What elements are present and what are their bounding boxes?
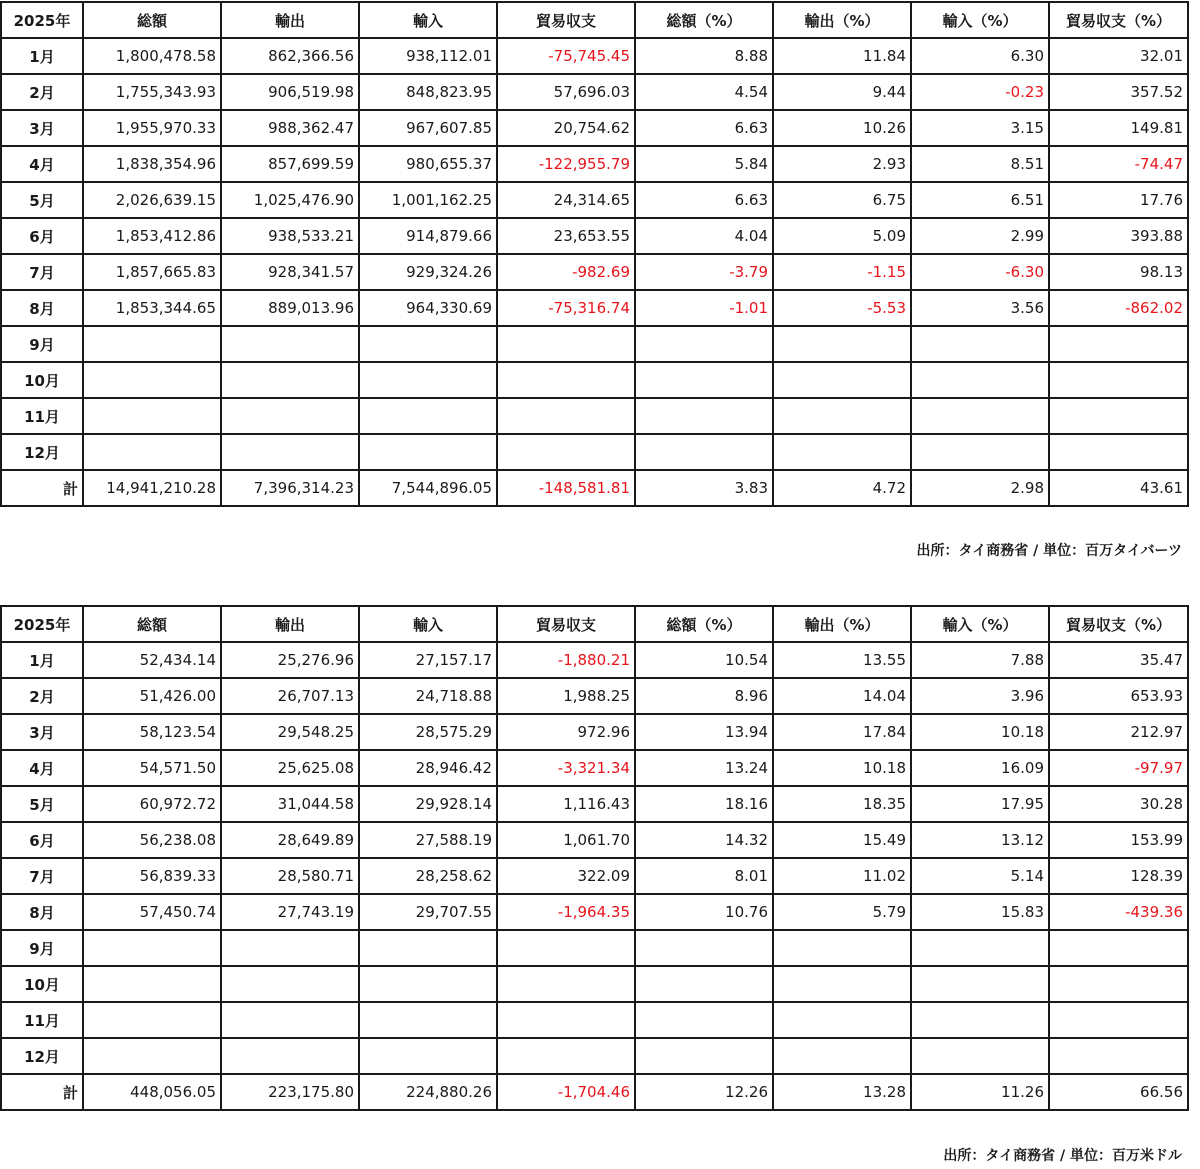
value-cell (359, 1038, 497, 1074)
value-cell (83, 930, 221, 966)
value-cell: 32.01 (1049, 38, 1188, 74)
value-cell (497, 362, 635, 398)
value-cell (773, 398, 911, 434)
value-cell: -6.30 (911, 254, 1049, 290)
value-cell: 11.26 (911, 1074, 1049, 1110)
table-row (1, 858, 1188, 894)
value-cell (83, 362, 221, 398)
value-cell: 60,972.72 (83, 786, 221, 822)
table-row (1, 254, 1188, 290)
value-cell: -75,316.74 (497, 290, 635, 326)
value-cell (359, 930, 497, 966)
value-cell: 153.99 (1049, 822, 1188, 858)
value-cell (635, 966, 773, 1002)
value-cell: 5.79 (773, 894, 911, 930)
value-cell: 56,839.33 (83, 858, 221, 894)
value-cell (911, 930, 1049, 966)
value-cell (83, 398, 221, 434)
column-header: 輸入（%） (911, 606, 1049, 642)
value-cell: -74.47 (1049, 146, 1188, 182)
value-cell: 988,362.47 (221, 110, 359, 146)
value-cell (221, 398, 359, 434)
value-cell: -439.36 (1049, 894, 1188, 930)
column-header: 2025年 (1, 606, 83, 642)
value-cell: -1.01 (635, 290, 773, 326)
month-label: 4月 (1, 146, 83, 182)
value-cell: 13.55 (773, 642, 911, 678)
value-cell: 6.30 (911, 38, 1049, 74)
value-cell: 4.72 (773, 470, 911, 506)
month-label: 12月 (1, 1038, 83, 1074)
value-cell: 28,580.71 (221, 858, 359, 894)
value-cell: -75,745.45 (497, 38, 635, 74)
value-cell: 6.75 (773, 182, 911, 218)
month-label: 10月 (1, 966, 83, 1002)
value-cell: 4.54 (635, 74, 773, 110)
column-header: 総額（%） (635, 606, 773, 642)
value-cell: 224,880.26 (359, 1074, 497, 1110)
value-cell: 906,519.98 (221, 74, 359, 110)
value-cell: 5.84 (635, 146, 773, 182)
value-cell: 967,607.85 (359, 110, 497, 146)
table-row (1, 110, 1188, 146)
column-header: 輸出（%） (773, 606, 911, 642)
value-cell (773, 930, 911, 966)
value-cell: 43.61 (1049, 470, 1188, 506)
value-cell: 857,699.59 (221, 146, 359, 182)
value-cell (359, 966, 497, 1002)
table-row (1, 290, 1188, 326)
month-label: 5月 (1, 182, 83, 218)
value-cell: 18.16 (635, 786, 773, 822)
value-cell: 52,434.14 (83, 642, 221, 678)
value-cell: 862,366.56 (221, 38, 359, 74)
value-cell (911, 966, 1049, 1002)
column-header: 総額 (83, 606, 221, 642)
total-label: 計 (1, 470, 83, 506)
value-cell (911, 326, 1049, 362)
column-header: 輸入 (359, 2, 497, 38)
month-label: 11月 (1, 398, 83, 434)
value-cell: 13.24 (635, 750, 773, 786)
month-label: 9月 (1, 930, 83, 966)
value-cell: 27,743.19 (221, 894, 359, 930)
value-cell: 7,544,896.05 (359, 470, 497, 506)
value-cell: -0.23 (911, 74, 1049, 110)
value-cell (83, 326, 221, 362)
value-cell (1049, 1002, 1188, 1038)
value-cell (359, 398, 497, 434)
column-header: 輸入（%） (911, 2, 1049, 38)
value-cell: 8.88 (635, 38, 773, 74)
value-cell: 28,946.42 (359, 750, 497, 786)
value-cell: 1,988.25 (497, 678, 635, 714)
value-cell: 25,276.96 (221, 642, 359, 678)
column-header: 輸出 (221, 2, 359, 38)
value-cell (1049, 434, 1188, 470)
value-cell (635, 930, 773, 966)
value-cell: 938,112.01 (359, 38, 497, 74)
value-cell: 1,853,344.65 (83, 290, 221, 326)
value-cell: 13.94 (635, 714, 773, 750)
value-cell (221, 326, 359, 362)
table-row (1, 714, 1188, 750)
table-row (1, 1038, 1188, 1074)
value-cell: 10.18 (911, 714, 1049, 750)
value-cell: 128.39 (1049, 858, 1188, 894)
value-cell: 25,625.08 (221, 750, 359, 786)
column-header: 貿易収支 (497, 606, 635, 642)
value-cell: 29,928.14 (359, 786, 497, 822)
source-note: 出所：タイ商務省 / 単位：百万タイバーツ (916, 543, 1182, 559)
value-cell (635, 362, 773, 398)
value-cell (497, 930, 635, 966)
value-cell: 972.96 (497, 714, 635, 750)
value-cell (497, 398, 635, 434)
value-cell (911, 434, 1049, 470)
value-cell: 964,330.69 (359, 290, 497, 326)
month-label: 10月 (1, 362, 83, 398)
value-cell (359, 434, 497, 470)
value-cell: -1.15 (773, 254, 911, 290)
value-cell (911, 398, 1049, 434)
table-row (1, 398, 1188, 434)
value-cell: -3,321.34 (497, 750, 635, 786)
table-row (1, 930, 1188, 966)
header-row (1, 606, 1188, 642)
value-cell: 1,025,476.90 (221, 182, 359, 218)
total-label: 計 (1, 1074, 83, 1110)
value-cell: 2,026,639.15 (83, 182, 221, 218)
value-cell: 28,258.62 (359, 858, 497, 894)
value-cell: 1,755,343.93 (83, 74, 221, 110)
value-cell: 2.99 (911, 218, 1049, 254)
value-cell: 14.32 (635, 822, 773, 858)
month-label: 3月 (1, 110, 83, 146)
month-label: 9月 (1, 326, 83, 362)
value-cell (497, 434, 635, 470)
value-cell: 27,588.19 (359, 822, 497, 858)
month-label: 2月 (1, 678, 83, 714)
value-cell: 1,838,354.96 (83, 146, 221, 182)
value-cell (83, 1038, 221, 1074)
value-cell: 1,116.43 (497, 786, 635, 822)
table-row (1, 182, 1188, 218)
value-cell: 15.49 (773, 822, 911, 858)
table-row (1, 146, 1188, 182)
value-cell: 8.01 (635, 858, 773, 894)
column-header: 貿易収支 (497, 2, 635, 38)
value-cell (911, 1002, 1049, 1038)
source-note: 出所：タイ商務省 / 単位：百万米ドル (943, 1148, 1182, 1164)
value-cell: 29,707.55 (359, 894, 497, 930)
value-cell (221, 1038, 359, 1074)
value-cell: -982.69 (497, 254, 635, 290)
value-cell (83, 1002, 221, 1038)
value-cell: 66.56 (1049, 1074, 1188, 1110)
value-cell: 3.96 (911, 678, 1049, 714)
value-cell (221, 1002, 359, 1038)
month-label: 11月 (1, 1002, 83, 1038)
value-cell (635, 398, 773, 434)
value-cell: 938,533.21 (221, 218, 359, 254)
month-label: 8月 (1, 894, 83, 930)
trade-table-usd (0, 605, 1189, 1111)
value-cell: 5.09 (773, 218, 911, 254)
value-cell (635, 1038, 773, 1074)
value-cell: 1,001,162.25 (359, 182, 497, 218)
value-cell: 13.12 (911, 822, 1049, 858)
value-cell (83, 434, 221, 470)
value-cell: 223,175.80 (221, 1074, 359, 1110)
value-cell: 1,955,970.33 (83, 110, 221, 146)
value-cell (635, 1002, 773, 1038)
value-cell: 26,707.13 (221, 678, 359, 714)
column-header: 輸出 (221, 606, 359, 642)
value-cell (773, 1038, 911, 1074)
value-cell: 212.97 (1049, 714, 1188, 750)
value-cell: 8.96 (635, 678, 773, 714)
value-cell: 29,548.25 (221, 714, 359, 750)
value-cell: 928,341.57 (221, 254, 359, 290)
value-cell (1049, 398, 1188, 434)
value-cell: 3.15 (911, 110, 1049, 146)
value-cell (497, 1002, 635, 1038)
value-cell: 929,324.26 (359, 254, 497, 290)
value-cell: -1,964.35 (497, 894, 635, 930)
column-header: 総額 (83, 2, 221, 38)
value-cell: 889,013.96 (221, 290, 359, 326)
value-cell: 2.93 (773, 146, 911, 182)
header-row (1, 2, 1188, 38)
value-cell (83, 966, 221, 1002)
value-cell (911, 1038, 1049, 1074)
table-row (1, 966, 1188, 1002)
value-cell: 1,800,478.58 (83, 38, 221, 74)
value-cell: 98.13 (1049, 254, 1188, 290)
value-cell: 24,718.88 (359, 678, 497, 714)
value-cell (1049, 1038, 1188, 1074)
value-cell: -1,704.46 (497, 1074, 635, 1110)
value-cell: 8.51 (911, 146, 1049, 182)
month-label: 6月 (1, 822, 83, 858)
value-cell: 11.02 (773, 858, 911, 894)
value-cell (1049, 326, 1188, 362)
value-cell: 28,575.29 (359, 714, 497, 750)
value-cell: 848,823.95 (359, 74, 497, 110)
value-cell (1049, 930, 1188, 966)
value-cell: 17.95 (911, 786, 1049, 822)
value-cell: 357.52 (1049, 74, 1188, 110)
column-header: 貿易収支（%） (1049, 606, 1188, 642)
table-row (1, 326, 1188, 362)
value-cell: 6.51 (911, 182, 1049, 218)
total-row (1, 470, 1188, 506)
value-cell: 448,056.05 (83, 1074, 221, 1110)
month-label: 1月 (1, 642, 83, 678)
table-row (1, 74, 1188, 110)
total-row (1, 1074, 1188, 1110)
value-cell: 10.76 (635, 894, 773, 930)
value-cell: 322.09 (497, 858, 635, 894)
value-cell: 393.88 (1049, 218, 1188, 254)
value-cell: 3.56 (911, 290, 1049, 326)
value-cell: 17.84 (773, 714, 911, 750)
value-cell: 27,157.17 (359, 642, 497, 678)
value-cell: 7,396,314.23 (221, 470, 359, 506)
value-cell (911, 362, 1049, 398)
value-cell (773, 362, 911, 398)
value-cell: 16.09 (911, 750, 1049, 786)
value-cell (221, 966, 359, 1002)
value-cell: 54,571.50 (83, 750, 221, 786)
table-row (1, 434, 1188, 470)
value-cell: 30.28 (1049, 786, 1188, 822)
value-cell (221, 434, 359, 470)
value-cell (773, 966, 911, 1002)
value-cell (497, 966, 635, 1002)
value-cell: 14,941,210.28 (83, 470, 221, 506)
value-cell: -3.79 (635, 254, 773, 290)
value-cell: 18.35 (773, 786, 911, 822)
value-cell: 10.54 (635, 642, 773, 678)
value-cell: 20,754.62 (497, 110, 635, 146)
value-cell (497, 326, 635, 362)
value-cell: 15.83 (911, 894, 1049, 930)
table-row (1, 218, 1188, 254)
value-cell: 11.84 (773, 38, 911, 74)
month-label: 12月 (1, 434, 83, 470)
value-cell: 149.81 (1049, 110, 1188, 146)
value-cell (635, 434, 773, 470)
value-cell: 10.26 (773, 110, 911, 146)
table-row (1, 894, 1188, 930)
value-cell: 1,853,412.86 (83, 218, 221, 254)
value-cell: 3.83 (635, 470, 773, 506)
column-header: 総額（%） (635, 2, 773, 38)
value-cell (773, 1002, 911, 1038)
month-label: 8月 (1, 290, 83, 326)
value-cell: 58,123.54 (83, 714, 221, 750)
value-cell: -97.97 (1049, 750, 1188, 786)
column-header: 2025年 (1, 2, 83, 38)
value-cell (221, 930, 359, 966)
value-cell: -862.02 (1049, 290, 1188, 326)
value-cell: 10.18 (773, 750, 911, 786)
value-cell: 57,696.03 (497, 74, 635, 110)
table-row (1, 642, 1188, 678)
month-label: 5月 (1, 786, 83, 822)
value-cell (1049, 362, 1188, 398)
column-header: 輸入 (359, 606, 497, 642)
trade-table-thb (0, 1, 1189, 507)
value-cell: 51,426.00 (83, 678, 221, 714)
value-cell (497, 1038, 635, 1074)
month-label: 7月 (1, 254, 83, 290)
value-cell: 980,655.37 (359, 146, 497, 182)
month-label: 2月 (1, 74, 83, 110)
value-cell: 5.14 (911, 858, 1049, 894)
column-header: 輸出（%） (773, 2, 911, 38)
month-label: 4月 (1, 750, 83, 786)
table-row (1, 1002, 1188, 1038)
value-cell: 1,061.70 (497, 822, 635, 858)
value-cell: 6.63 (635, 110, 773, 146)
table-row (1, 750, 1188, 786)
value-cell (1049, 966, 1188, 1002)
value-cell: 35.47 (1049, 642, 1188, 678)
table-row (1, 822, 1188, 858)
value-cell: 9.44 (773, 74, 911, 110)
value-cell: 14.04 (773, 678, 911, 714)
value-cell: 28,649.89 (221, 822, 359, 858)
value-cell: -148,581.81 (497, 470, 635, 506)
value-cell (359, 362, 497, 398)
value-cell (359, 326, 497, 362)
value-cell: 653.93 (1049, 678, 1188, 714)
value-cell: 12.26 (635, 1074, 773, 1110)
month-label: 3月 (1, 714, 83, 750)
value-cell: 4.04 (635, 218, 773, 254)
table-row (1, 38, 1188, 74)
value-cell: -1,880.21 (497, 642, 635, 678)
table-row (1, 786, 1188, 822)
value-cell: 2.98 (911, 470, 1049, 506)
value-cell: 6.63 (635, 182, 773, 218)
month-label: 6月 (1, 218, 83, 254)
value-cell: 7.88 (911, 642, 1049, 678)
value-cell: 17.76 (1049, 182, 1188, 218)
value-cell (635, 326, 773, 362)
value-cell: 24,314.65 (497, 182, 635, 218)
value-cell: 31,044.58 (221, 786, 359, 822)
value-cell: 56,238.08 (83, 822, 221, 858)
value-cell: 57,450.74 (83, 894, 221, 930)
value-cell: -122,955.79 (497, 146, 635, 182)
value-cell (773, 434, 911, 470)
table-row (1, 362, 1188, 398)
value-cell: 23,653.55 (497, 218, 635, 254)
value-cell (221, 362, 359, 398)
month-label: 7月 (1, 858, 83, 894)
value-cell (773, 326, 911, 362)
value-cell: 13.28 (773, 1074, 911, 1110)
value-cell (359, 1002, 497, 1038)
value-cell: 1,857,665.83 (83, 254, 221, 290)
table-row (1, 678, 1188, 714)
month-label: 1月 (1, 38, 83, 74)
column-header: 貿易収支（%） (1049, 2, 1188, 38)
value-cell: 914,879.66 (359, 218, 497, 254)
value-cell: -5.53 (773, 290, 911, 326)
